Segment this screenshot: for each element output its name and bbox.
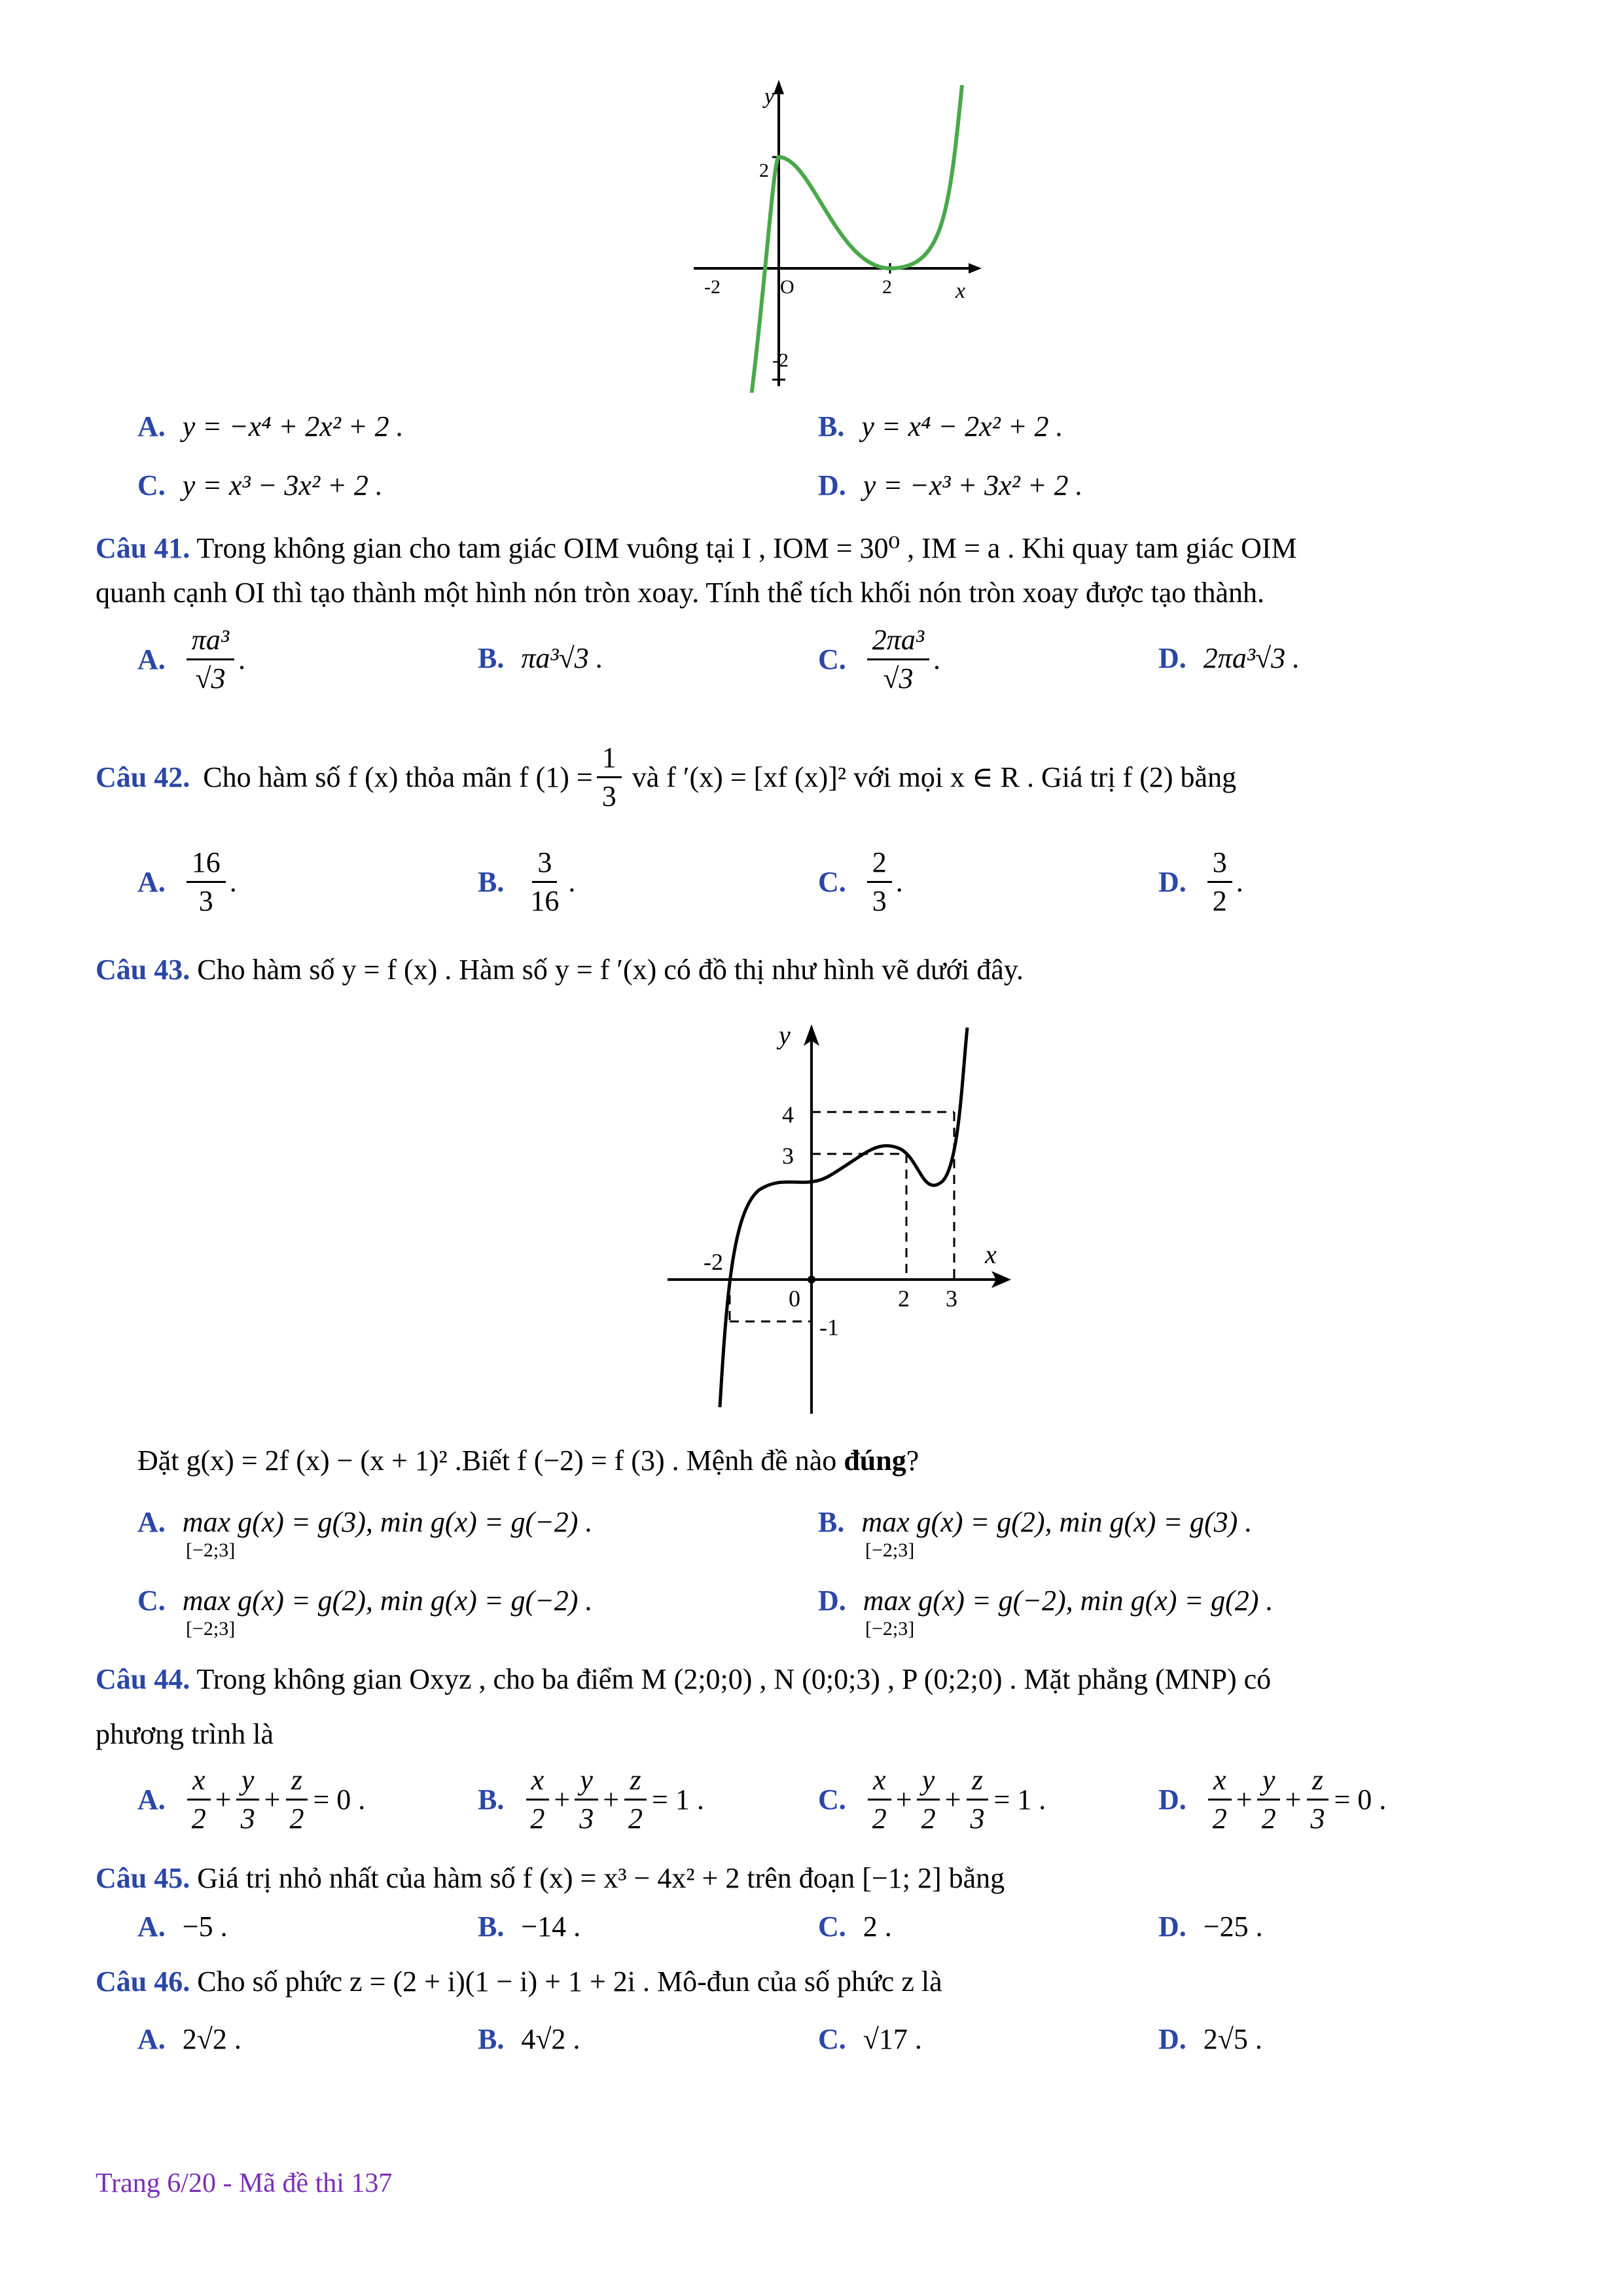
option-text: max g(x) = g(3), min g(x) = g(−2) . [182,1506,593,1538]
option-text: y = −x³ + 3x² + 2 . [863,469,1083,501]
denominator: √3 [195,662,226,694]
option-text: √17 . [863,2023,922,2055]
option-text: 4√2 . [521,2023,580,2055]
numerator: 16 [187,844,226,883]
option-label: C. [818,643,846,675]
q45-option-a[interactable] [137,1910,228,1943]
fraction [1305,1762,1330,1837]
numerator: 2πa³ [867,622,929,660]
option-text: y = −x⁴ + 2x² + 2 . [182,410,404,442]
q41-line-2: quanh cạnh OI thì tạo thành một hình nón tròn xoay. Tính thể tích khối nón tròn xoay được tạo thành. [96,577,1265,609]
q45-option-b[interactable] [478,1910,580,1943]
y-axis-label: y [779,1020,791,1050]
denominator: 2 [921,1803,936,1835]
denominator: 16 [530,885,560,917]
numerator: y [236,1762,260,1801]
option-label: B. [478,1910,505,1943]
option-text: 2 . [863,1910,892,1943]
option-text: max g(x) = g(2), min g(x) = g(3) . [861,1506,1253,1538]
question-number: Câu 45. [96,1862,190,1894]
numerator: z [967,1762,988,1801]
q44-option-c[interactable]: C. $\frac{x}{2}$ + $\frac{y}{2}$ + $\frac{z}{3}$ = 1 . [818,1762,1046,1837]
fraction [187,1762,211,1837]
q40-option-d[interactable] [818,469,1083,502]
numerator: πa³ [187,622,234,660]
option-label: A. [137,1784,166,1816]
tick-y-neg2: -2 [772,350,789,371]
option-label: C. [137,469,166,501]
denominator: 2 [289,1803,304,1835]
q43-given [137,1441,919,1480]
option-label: B. [478,2023,505,2055]
numerator: 1 [597,740,622,778]
option-label: A. [137,866,166,898]
origin-point [808,1276,815,1283]
q45-option-c[interactable] [818,1910,892,1943]
question-text-b: và f ′(x) = [xf (x)]² với mọi x ∈ R . Giá trị f (2) bằng [632,761,1237,793]
question-number: Câu 42. [96,761,190,793]
numerator: y [575,1762,598,1801]
interval-subscript: [−2;3] [865,1618,915,1640]
numerator: x [187,1762,211,1801]
option-label: A. [137,410,166,442]
q46-option-b[interactable] [478,2022,580,2056]
fraction [597,740,622,815]
option-label: B. [478,866,505,898]
q43-stem [96,950,1024,990]
option-text: −5 . [182,1910,228,1943]
fraction [574,1762,599,1837]
fraction [1207,844,1232,920]
q41-line-1 [96,529,1297,568]
q42-option-a[interactable]: A. $\frac{16}{3}$ . [137,844,237,920]
option-label: D. [1158,866,1186,898]
option-text: 2√2 . [182,2023,241,2055]
tick-origin: O [780,276,794,298]
tick-x-neg2: -2 [704,276,721,298]
q43-option-c[interactable] [137,1584,592,1617]
option-label: B. [818,410,845,442]
q46-stem [96,1962,942,2001]
q42-option-c[interactable]: C. $\frac{2}{3}$ . [818,844,903,920]
q44-line-2: phương trình là [96,1718,274,1750]
denominator: 2 [1261,1803,1276,1835]
question-number: Câu 46. [96,1965,190,1998]
option-label: D. [1158,1910,1186,1943]
derivative-graph [654,1014,1021,1420]
option-label: C. [818,2023,846,2055]
x-axis-label: x [985,1240,997,1269]
denominator: 2 [1212,1803,1227,1835]
q42-option-b[interactable]: B. $\frac{3}{16}$ . [478,844,575,920]
option-text: max g(x) = g(2), min g(x) = g(−2) . [182,1585,593,1617]
fraction [525,844,564,920]
question-text: Cho hàm số y = f (x) . Hàm số y = f ′(x) có đồ thị như hình vẽ dưới đây. [197,954,1024,986]
fraction [1257,1762,1281,1837]
option-rhs: = 1 . [993,1784,1046,1816]
fraction [867,1762,892,1837]
fraction [867,622,929,697]
option-text: −25 . [1203,1910,1263,1943]
q41-option-b[interactable] [478,641,603,675]
option-text: y = x³ − 3x² + 2 . [182,469,383,501]
option-text: max g(x) = g(−2), min g(x) = g(2) . [863,1585,1274,1617]
given-emphasis: đúng [844,1444,906,1477]
denominator: 3 [240,1803,255,1835]
denominator: 3 [872,885,887,917]
x-axis-label: x [955,279,966,303]
fraction [236,1762,260,1837]
option-label: D. [1158,2023,1186,2055]
q41-option-a[interactable]: A. $\frac{\text{πa³}}{√3}$ . [137,622,245,697]
q46-option-d[interactable] [1158,2022,1262,2056]
cubic-graph [681,72,995,393]
fraction [623,1762,648,1837]
option-label: D. [1158,1784,1186,1816]
q41-option-c[interactable]: C. $\frac{\text{2πa³}}{√3}$ . [818,622,940,697]
fraction [284,1762,309,1837]
option-text: πa³√3 . [521,642,603,674]
option-rhs: = 0 . [1334,1784,1387,1816]
denominator: 3 [1310,1803,1325,1835]
option-label: B. [478,1784,505,1816]
denominator: 2 [1212,885,1227,917]
option-label: D. [818,469,846,501]
option-label: B. [818,1506,845,1538]
fraction [916,1762,941,1837]
y-axis-label: y [764,84,775,109]
option-label: C. [137,1585,166,1617]
q44-option-d[interactable]: D. $\frac{x}{2}$ + $\frac{y}{2}$ + $\frac{z}{3}$ = 0 . [1158,1762,1386,1837]
fraction [1207,1762,1232,1837]
tick-y-3: 3 [782,1143,794,1169]
q45-option-d[interactable] [1158,1910,1263,1943]
denominator: 3 [601,780,616,812]
fraction [525,1762,550,1837]
q44-line-1 [96,1660,1271,1699]
q44-option-b[interactable]: B. $\frac{x}{2}$ + $\frac{y}{3}$ + $\frac{z}{2}$ = 1 . [478,1762,704,1837]
option-rhs: = 0 . [313,1784,366,1816]
numerator: y [917,1762,940,1801]
tick-x-3: 3 [946,1285,957,1312]
tick-origin: 0 [789,1285,800,1312]
denominator: √3 [883,662,914,694]
q43-option-a[interactable] [137,1505,592,1539]
option-label: D. [1158,642,1186,674]
option-label: C. [818,1784,846,1816]
numerator: 3 [1207,844,1232,883]
option-label: A. [137,643,166,675]
q41-option-d[interactable] [1158,641,1300,675]
given-end: ? [906,1444,919,1477]
numerator: 2 [867,844,892,883]
question-text: Cho số phức z = (2 + i)(1 − i) + 1 + 2i . Mô-đun của số phức z là [197,1965,942,1998]
question-number: Câu 41. [96,532,190,564]
question-text: Trong không gian Oxyz , cho ba điểm M (2;0;0) , N (0;0;3) , P (0;2;0) . Mặt phẳng (MNP) có [196,1663,1272,1695]
question-text: Trong không gian cho tam giác OIM vuông tại I , IOM = 30⁰ , IM = a . Khi quay tam giác OIM [196,532,1297,564]
option-text: −14 . [521,1910,581,1943]
tick-x-2: 2 [898,1285,910,1312]
option-text: 2√5 . [1203,2023,1262,2055]
q42-option-d[interactable]: D. $\frac{3}{2}$ . [1158,844,1243,920]
numerator: z [286,1762,308,1801]
option-text: y = x⁴ − 2x² + 2 . [861,410,1063,442]
question-text-a: Cho hàm số f (x) thỏa mãn f (1) = [203,761,593,793]
tick-y-2: 2 [759,160,769,181]
q42-stem [96,740,1236,815]
option-rhs: = 1 . [652,1784,704,1816]
q46-option-c[interactable] [818,2022,922,2056]
numerator: x [1208,1762,1232,1801]
numerator: x [526,1762,550,1801]
numerator: z [1307,1762,1329,1801]
interval-subscript: [−2;3] [186,1618,236,1640]
denominator: 2 [530,1803,545,1835]
q40-option-a[interactable] [137,410,404,443]
q43-option-b[interactable] [818,1505,1252,1539]
fraction [187,622,234,697]
page-footer: Trang 6/20 - Mã đề thi 137 [96,2168,393,2198]
numerator: z [624,1762,646,1801]
given-text: Đặt g(x) = 2f (x) − (x + 1)² .Biết f (−2) = f (3) . Mệnh đề nào [137,1444,844,1477]
q45-stem [96,1859,1005,1898]
denominator: 3 [970,1803,985,1835]
tick-x-2: 2 [882,276,892,298]
q43-option-d[interactable] [818,1584,1273,1617]
option-label: A. [137,1506,166,1538]
question-text: Giá trị nhỏ nhất của hàm số f (x) = x³ − 4x² + 2 trên đoạn [−1; 2] bằng [197,1862,1005,1894]
interval-subscript: [−2;3] [865,1539,915,1561]
question-number: Câu 44. [96,1663,190,1695]
option-label: C. [818,866,846,898]
denominator: 2 [191,1803,206,1835]
fraction [965,1762,990,1837]
denominator: 2 [872,1803,887,1835]
q40-option-c[interactable] [137,469,383,502]
tick-y-4: 4 [782,1102,794,1128]
denominator: 2 [628,1803,643,1835]
q40-option-b[interactable] [818,410,1063,443]
option-label: B. [478,642,505,674]
cubic-curve [751,85,962,393]
option-label: D. [818,1585,846,1617]
interval-subscript: [−2;3] [186,1539,236,1561]
fraction [867,844,892,920]
numerator: x [868,1762,891,1801]
tick-x-neg2: -2 [704,1249,723,1275]
option-text: 2πa³√3 . [1203,642,1300,674]
fraction [187,844,226,920]
question-number: Câu 43. [96,954,190,986]
option-label: A. [137,2023,166,2055]
numerator: y [1257,1762,1281,1801]
q46-option-a[interactable] [137,2022,241,2056]
denominator: 3 [198,885,213,917]
derivative-curve [720,1028,967,1407]
q44-option-a[interactable]: A. $\frac{x}{2}$ + $\frac{y}{3}$ + $\frac{z}{2}$ = 0 . [137,1762,365,1837]
denominator: 3 [579,1803,594,1835]
option-label: C. [818,1910,846,1943]
tick-y-neg1: -1 [819,1314,839,1340]
option-label: A. [137,1910,166,1943]
numerator: 3 [532,844,557,883]
